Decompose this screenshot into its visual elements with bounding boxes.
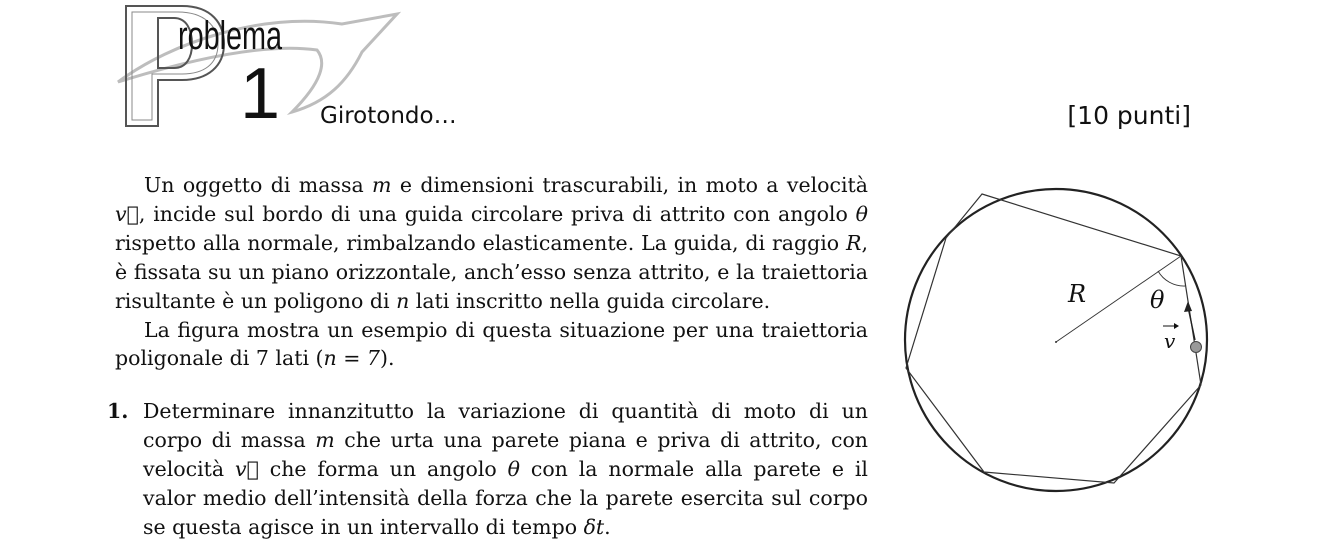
paragraph-2: La figura mostra un esempio di questa situazione per una traiettoria poligonale di 7 lati (n = 7). <box>115 317 868 371</box>
label-theta: θ <box>1150 286 1165 314</box>
velocity-arrow <box>1188 307 1195 340</box>
heptagon-trajectory <box>906 194 1201 483</box>
problem-number: 1 <box>240 54 281 134</box>
paragraph-1: Un oggetto di massa m e dimensioni trascurabili, in moto a velocità v⃗, incide sul bordo di una guida circolare priva di attrito con angolo θ rispetto alla normale, rimbalzando elasticamente. La guida, di raggio R, è fissata su un piano orizzontale, anch’esso senza attrito, e la traiettoria risultante è un poligono di n lati inscritto nella guida circolare. <box>115 173 868 313</box>
question-number: 1. <box>107 399 129 423</box>
logo-word: roblema <box>178 14 283 58</box>
mass-ball <box>1191 342 1202 353</box>
problem-points: [10 punti] <box>1067 101 1191 130</box>
velocity-arrowhead <box>1184 301 1192 312</box>
label-v: v <box>1164 329 1176 353</box>
problem-statement <box>115 171 868 373</box>
center-dot <box>1055 341 1057 343</box>
problem-title: Girotondo… <box>320 103 457 129</box>
circular-guide <box>905 189 1207 491</box>
label-R: R <box>1068 280 1087 308</box>
theta-arc <box>1158 271 1185 286</box>
circle-polygon-figure <box>896 180 1216 500</box>
question-1 <box>107 397 868 542</box>
question-text: Determinare innanzitutto la variazione di quantità di moto di un corpo di massa m che urta una parete piana e priva di attrito, con velocità v⃗ che forma un angolo θ con la normale alla parete e il valor medio dell’intensità della forza che la parete esercita sul corpo se questa agisce in un intervallo di tempo δt. <box>143 399 869 539</box>
